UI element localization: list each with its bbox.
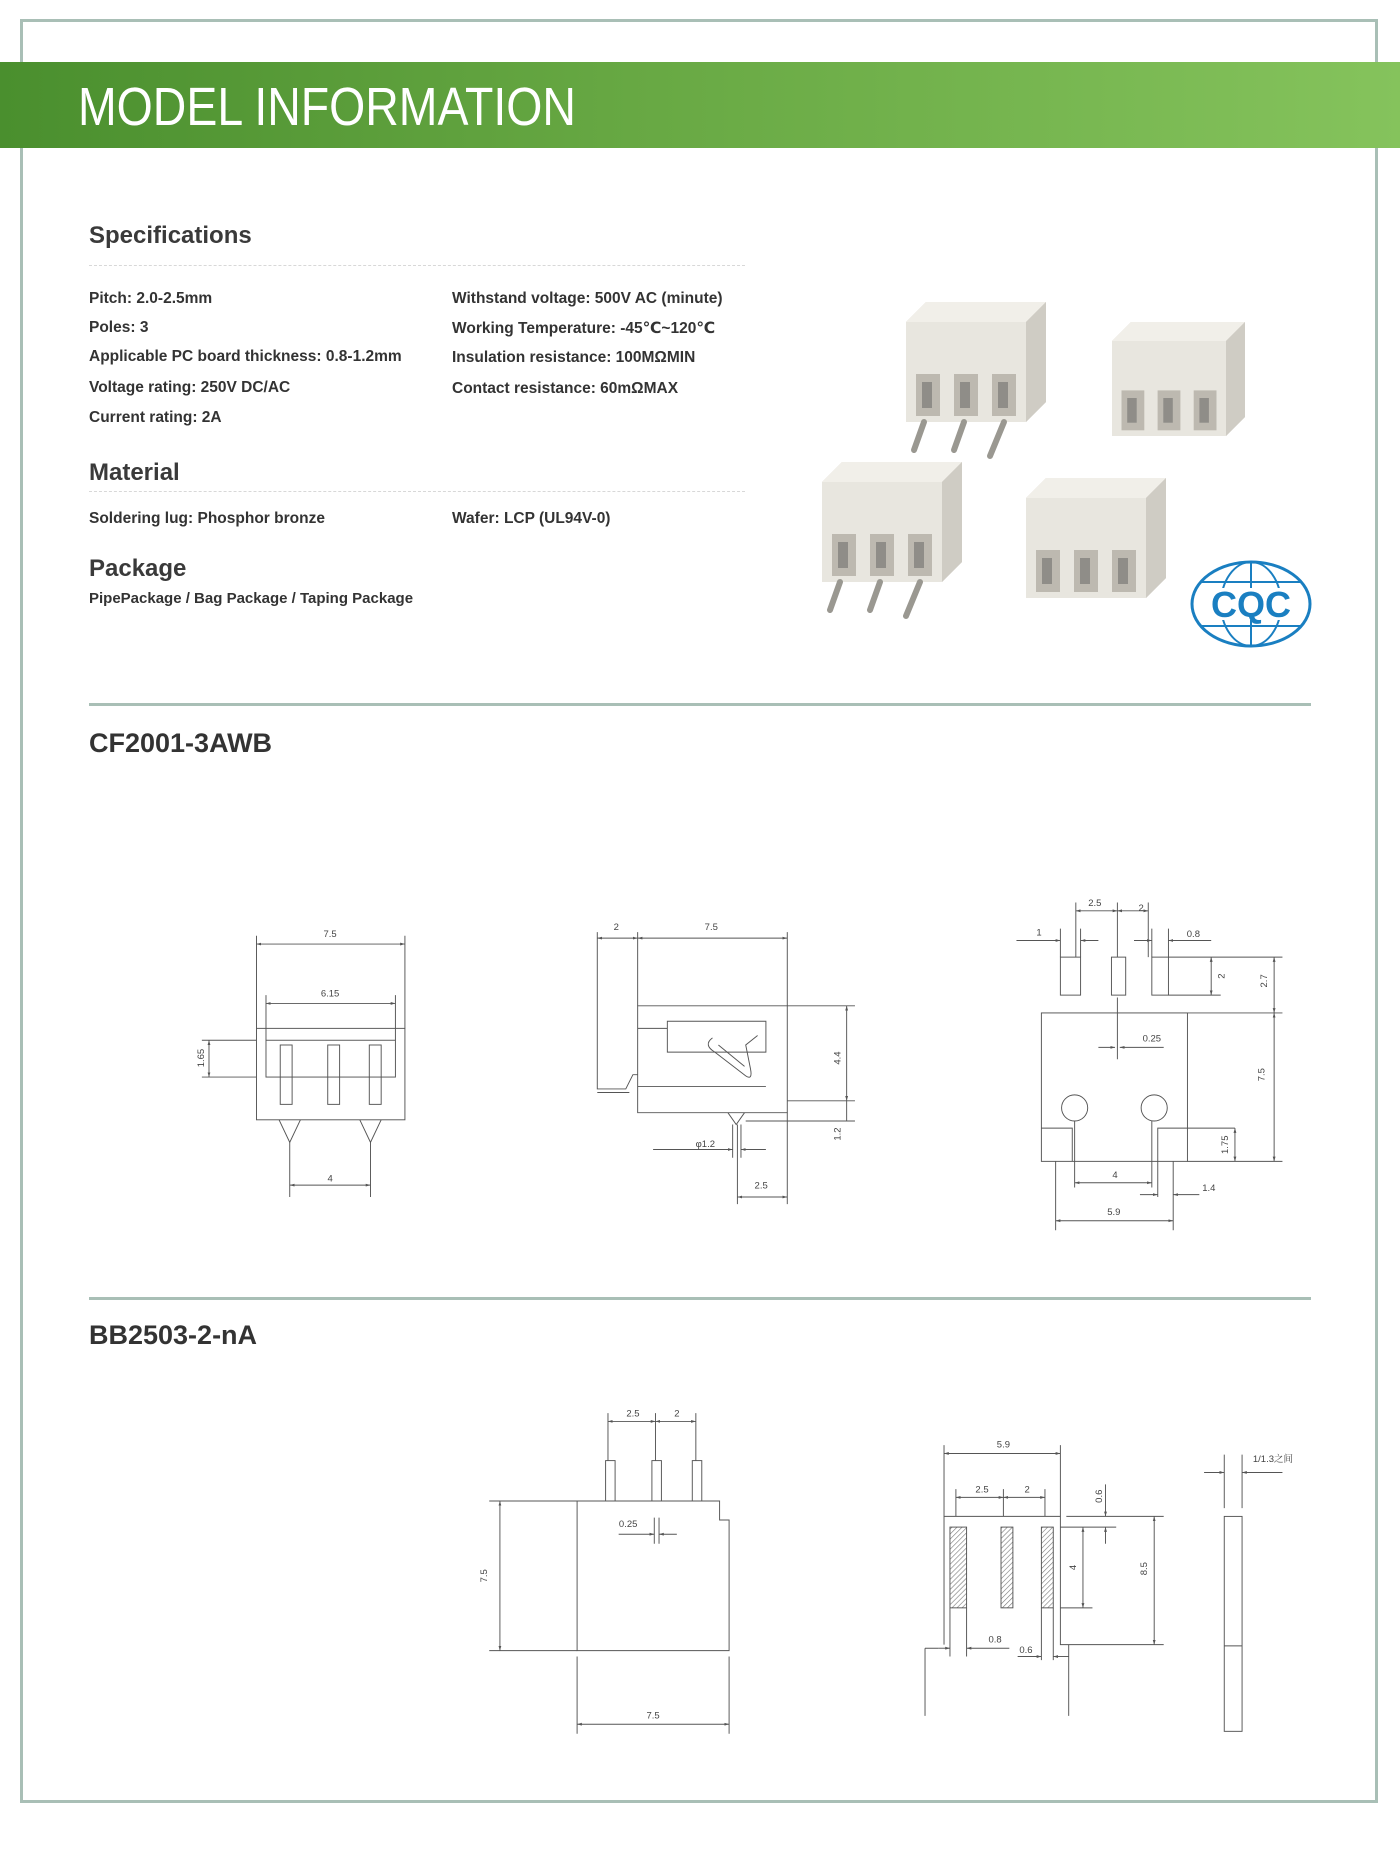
bb2503-top-view	[925, 1445, 1164, 1716]
dim-label: 2	[1024, 1484, 1030, 1496]
spec-poles: Poles: 3	[89, 319, 149, 336]
bb2503-front-view	[489, 1413, 729, 1734]
material-wafer: Wafer: LCP (UL94V-0)	[452, 510, 611, 527]
dim-label: 2	[1216, 973, 1228, 979]
dim-label: φ1.2	[695, 1139, 716, 1151]
dim-label: 4	[327, 1173, 333, 1185]
page-title: MODEL INFORMATION	[78, 77, 576, 137]
dim-label: 7.5	[704, 921, 718, 933]
dim-label: 5.9	[1107, 1206, 1121, 1218]
dim-label: 2.5	[626, 1408, 640, 1420]
package-text: PipePackage / Bag Package / Taping Package	[89, 590, 414, 607]
dim-label: 7.5	[323, 928, 337, 940]
dim-label: 5.9	[996, 1439, 1010, 1451]
dim-label: 1/1.3之间	[1252, 1453, 1293, 1465]
dim-label: 4.4	[832, 1051, 844, 1065]
dim-label: 2	[613, 921, 619, 933]
package-heading: Package	[89, 555, 187, 582]
model-name-bb2503: BB2503-2-nA	[89, 1320, 258, 1350]
dim-label: 1.75	[1219, 1135, 1231, 1154]
dim-label: 0.6	[1093, 1489, 1105, 1503]
dim-label: 7.5	[1256, 1068, 1268, 1082]
spec-withstand-voltage: Withstand voltage: 500V AC (minute)	[452, 290, 723, 307]
dim-label: 7.5	[478, 1569, 490, 1583]
material-heading: Material	[89, 459, 180, 486]
dim-label: 2.7	[1259, 974, 1271, 988]
cqc-logo-text: CQC	[1211, 584, 1291, 625]
spec-board-thickness: Applicable PC board thickness: 0.8-1.2mm	[89, 348, 402, 365]
dim-label: 1.65	[196, 1048, 208, 1068]
dim-label: 1.2	[832, 1127, 844, 1141]
dim-label: 6.15	[320, 988, 340, 1000]
dim-label: 7.5	[646, 1710, 660, 1722]
dim-label: 0.8	[988, 1634, 1002, 1646]
dim-label: 2.5	[1088, 898, 1102, 910]
dim-label: 0.6	[1019, 1644, 1033, 1656]
dim-label: 1	[1036, 927, 1042, 939]
dim-label: 2	[1138, 902, 1144, 914]
dim-label: 4	[1067, 1564, 1079, 1571]
cf2001-front-view	[202, 936, 405, 1197]
spec-insulation-resistance: Insulation resistance: 100MΩMIN	[452, 349, 696, 366]
dim-label: 0.25	[1142, 1033, 1162, 1045]
spec-pitch: Pitch: 2.0-2.5mm	[89, 290, 213, 307]
spec-voltage-rating: Voltage rating: 250V DC/AC	[89, 379, 291, 396]
spec-current-rating: Current rating: 2A	[89, 409, 222, 426]
spec-working-temperature: Working Temperature: -45℃~120℃	[452, 320, 716, 337]
material-soldering-lug: Soldering lug: Phosphor bronze	[89, 510, 325, 527]
dim-label: 2.5	[975, 1484, 989, 1496]
cf2001-bottom-view	[1016, 903, 1282, 1231]
dim-label: 1.4	[1202, 1183, 1216, 1195]
model-name-cf2001: CF2001-3AWB	[89, 728, 273, 758]
specifications-heading: Specifications	[89, 222, 252, 249]
cf2001-side-view	[597, 932, 855, 1204]
bb2503-side-view	[1204, 1455, 1282, 1732]
dim-label: 0.25	[618, 1519, 638, 1531]
dim-label: 2.5	[754, 1180, 768, 1192]
dim-label: 0.8	[1186, 928, 1200, 940]
spec-contact-resistance: Contact resistance: 60mΩMAX	[452, 380, 679, 397]
dim-label: 4	[1112, 1169, 1118, 1181]
dim-label: 2	[674, 1408, 680, 1420]
dim-label: 8.5	[1139, 1562, 1151, 1576]
